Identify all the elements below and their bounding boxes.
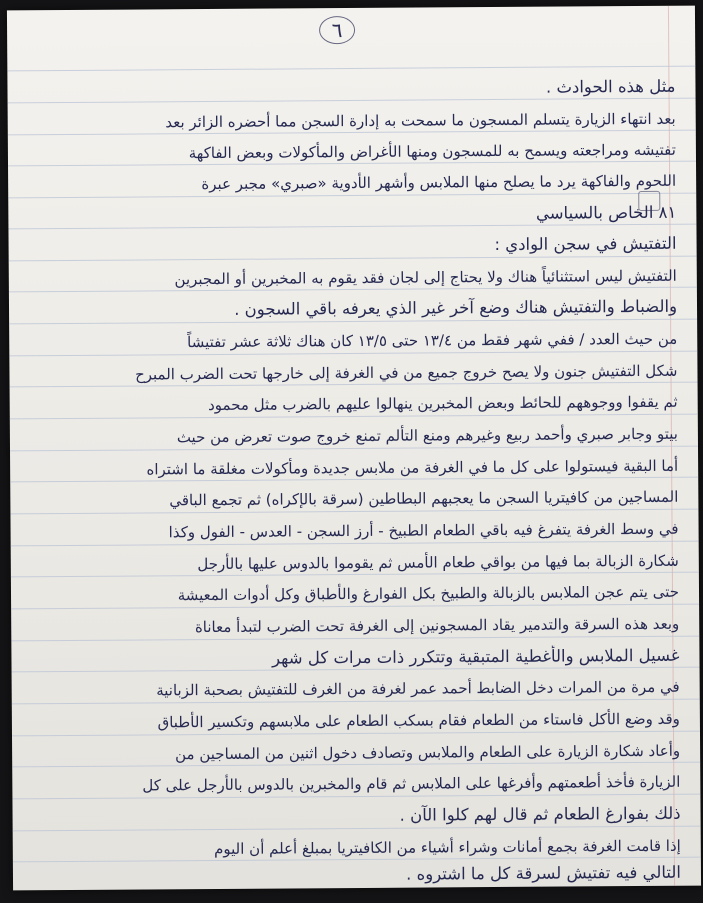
- text-line: المساجين من كافيتريا السجن ما يعجبهم البطاطين (سرقة بالإكراه) ثم تجمع الباقي: [169, 487, 679, 510]
- text-line: بعد انتهاء الزيارة يتسلم المسجون ما سمحت به إدارة السجن مما أحضره الزائر بعد: [165, 109, 676, 132]
- text-line: ثم يقفوا ووجوههم للحائط وبعض المخبرين ينهالوا عليهم بالضرب مثل محمود: [208, 392, 678, 415]
- text-line: من حيث العدد / ففي شهر فقط من ١٣/٤ حتى ١٣/٥ كان هناك ثلاثة عشر تفتيشاً: [187, 329, 678, 352]
- notebook-page: [7, 6, 701, 891]
- text-line: والضباط والتفتيش هناك وضع آخر غير الذي يعرفه باقي السجون .: [234, 296, 678, 319]
- text-line: ٨١ الخاص بالسياسي: [535, 202, 677, 223]
- text-line: بيتو وجابر صبري وأحمد ربيع وغيرهم ومنع التألم تمنع خروج صوت تعرض من حيث: [176, 424, 678, 447]
- text-line: غسيل الملابس والأغطية المتبقية وتتكرر ذات مرات كل شهر: [271, 645, 680, 668]
- handwritten-text: [7, 6, 701, 891]
- text-line: في مرة من المرات دخل الضابط أحمد عمر لغرفة من الغرف للتفتيش بصحبة الزبانية: [156, 677, 680, 700]
- text-line: إذا قامت الغرفة بجمع أمانات وشراء أشياء من الكافيتريا بمبلغ أعلم أن اليوم: [214, 836, 681, 858]
- text-line: شكل التفتيش جنون ولا يصح خروج جميع من في الغرفة إلى خارجها تحت الضرب المبرح: [134, 361, 678, 384]
- text-line: التفتيش ليس استثنائياً هناك ولا يحتاج إلى لجان فقد يقوم به المخبرين أو المجبرين: [174, 266, 677, 289]
- section-heading: التفتيش في سجن الوادي :: [494, 233, 677, 255]
- text-line: ذلك بفوارغ الطعام ثم قال لهم كلوا الآن .: [399, 803, 681, 825]
- text-line: تفتيشه ومراجعته ويسمح به للمسجون ومنها الأغراض والمأكولات وبعض الفاكهة: [188, 140, 676, 163]
- text-line: في وسط الغرفة يتفرغ فيه باقي الطعام الطبيخ - أرز السجن - العدس - الفول وكذا: [168, 519, 679, 542]
- text-line: اللحوم والفاكهة يرد ما يصلح منها الملابس وأشهر الأدوية «صبري» مجبر عبرة: [201, 171, 677, 194]
- page-number: ٦: [317, 18, 357, 42]
- text-line: مثل هذه الحوادث .: [545, 76, 676, 97]
- text-line: أما البقية فيستولوا على كل ما في الغرفة من ملابس جديدة ومأكولات مغلقة ما اشتراه: [146, 456, 679, 479]
- text-line: حتى يتم عجن الملابس بالزبالة والطبيخ بكل الفوارغ والأطباق وكل أدوات المعيشة: [177, 582, 680, 605]
- text-line: وبعد هذه السرقة والتدمير يقاد المسجونين إلى الغرفة تحت الضرب لتبدأ معاناة: [194, 614, 680, 637]
- text-line: الزيارة فأخذ أطعمتهم وأفرغها على الملابس ثم قام والمخبرين بالدوس بالأرجل على كل: [142, 772, 681, 795]
- text-line: التالي فيه تفتيش لسرقة كل ما اشتروه .: [405, 862, 682, 884]
- text-line: شكارة الزبالة بما فيها من بواقي طعام الأمس ثم يقوموا بالدوس عليها بالأرجل: [197, 551, 679, 574]
- text-line: وقد وضع الأكل فاستاء من الطعام فقام بسكب الطعام على ملابسهم وتكسير الأطباق: [157, 709, 680, 732]
- text-line: وأعاد شكارة الزيارة على الطعام والملابس وتصادف دخول اثنين من المساجين من: [175, 741, 681, 764]
